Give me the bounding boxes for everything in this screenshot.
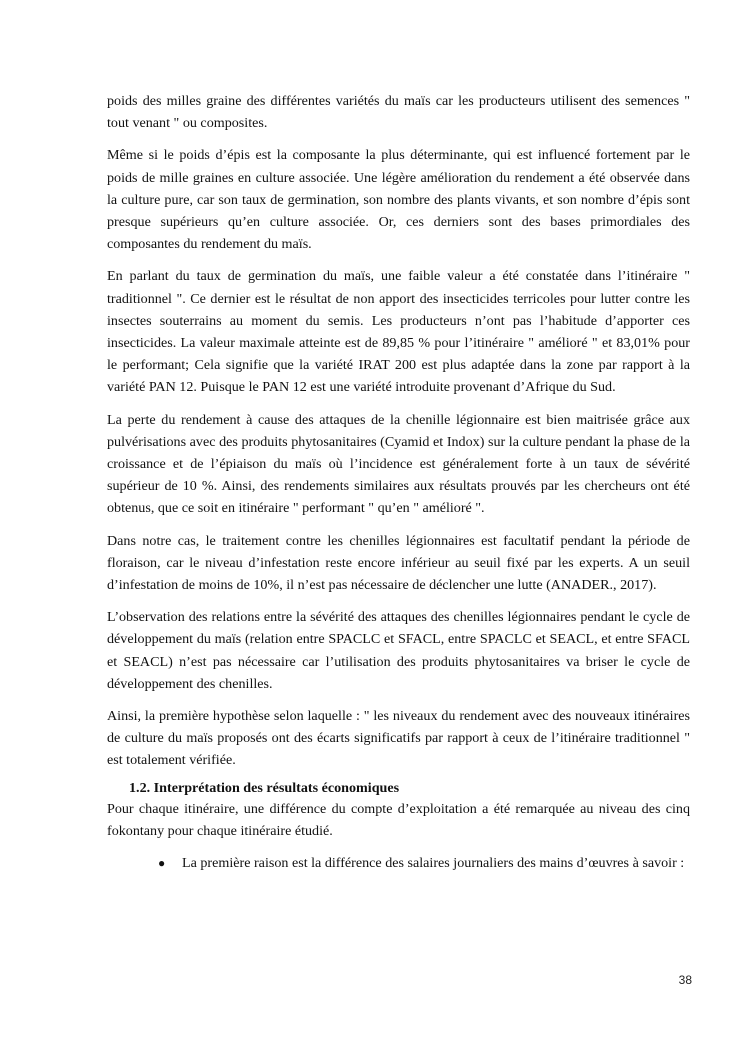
section-heading [129, 778, 690, 798]
page-number: 38 [678, 973, 692, 987]
document-page [107, 90, 690, 874]
paragraph: La perte du rendement à cause des attaques de la chenille légionnaire est bien maitrisée grâce aux pulvérisations avec des produits phytosanitaires (Cyamid et Indox) sur la culture pendant la phase de la croissance et de l’épiaison du maïs où l’incidence est généralement forte à un taux de sévérité supérieur de 10 %. Ainsi, des rendements similaires aux résultats prouvés par les chercheurs ont été obtenus, que ce soit en itinéraire " performant " qu’en " amélioré ". [107, 411, 690, 517]
paragraph: L’observation des relations entre la sévérité des attaques des chenilles légionnaires pendant le cycle de développement du maïs (relation entre SPACLC et SFACL, entre SPACLC et SEACL, et entre SFACL et SEACL) n’est pas nécessaire car l’utilisation des produits phytosanitaires va briser le cycle de développement des chenilles. [107, 609, 690, 692]
bullet-icon: ● [158, 856, 166, 871]
bullet-list [107, 852, 690, 874]
paragraph: poids des milles graine des différentes variétés du maïs car les producteurs utilisent des semences " tout venant " ou composites. [107, 93, 690, 132]
section-paragraph: Pour chaque itinéraire, une différence du compte d’exploitation a été remarquée au niveau des cinq fokontany pour chaque itinéraire étudié. [107, 800, 690, 839]
paragraph: Dans notre cas, le traitement contre les chenilles légionnaires est facultatif pendant la période de floraison, car le niveau d’infestation reste encore inférieur au seuil fixé par les experts. A un seuil d’infestation de moins de 10%, il n’est pas nécessaire de déclencher une lutte (ANADER., 2017). [107, 532, 690, 594]
list-item [158, 852, 690, 874]
paragraph: Même si le poids d’épis est la composante la plus déterminante, qui est influencé fortement par le poids de mille graines en culture associée. Une légère amélioration du rendement a été observée dans la culture pure, car son taux de germination, son nombre des plants vivants, et son nombre d’épis sont presque supérieurs qu’en culture associée. Or, ces derniers sont des bases primordiales des composantes du rendement du maïs. [107, 147, 690, 253]
paragraph: En parlant du taux de germination du maïs, une faible valeur a été constatée dans l’itinéraire " traditionnel ". Ce dernier est le résultat de non apport des insecticides terricoles pour lutter contre les insectes souterrains au moment du semis. Les producteurs n’ont pas l’habitude d’apporter ces insecticides. La valeur maximale atteinte est de 89,85 % pour l’itinéraire " amélioré " et 83,01% pour le performant; Cela signifie que la variété IRAT 200 est plus adaptée dans la zone par rapport à la variété PAN 12. Puisque le PAN 12 est une variété introduite provenant d’Afrique du Sud. [107, 268, 690, 396]
section-title: Interprétation des résultats économiques [153, 779, 400, 796]
list-item-text: La première raison est la différence des salaires journaliers des mains d’œuvres à savoir : [182, 855, 685, 872]
paragraph: Ainsi, la première hypothèse selon laquelle : " les niveaux du rendement avec des nouveaux itinéraires de culture du maïs proposés ont des écarts significatifs par rapport à ceux de l’itinéraire traditionnel " est totalement vérifiée. [107, 708, 690, 769]
section-number: 1.2. [129, 779, 151, 796]
